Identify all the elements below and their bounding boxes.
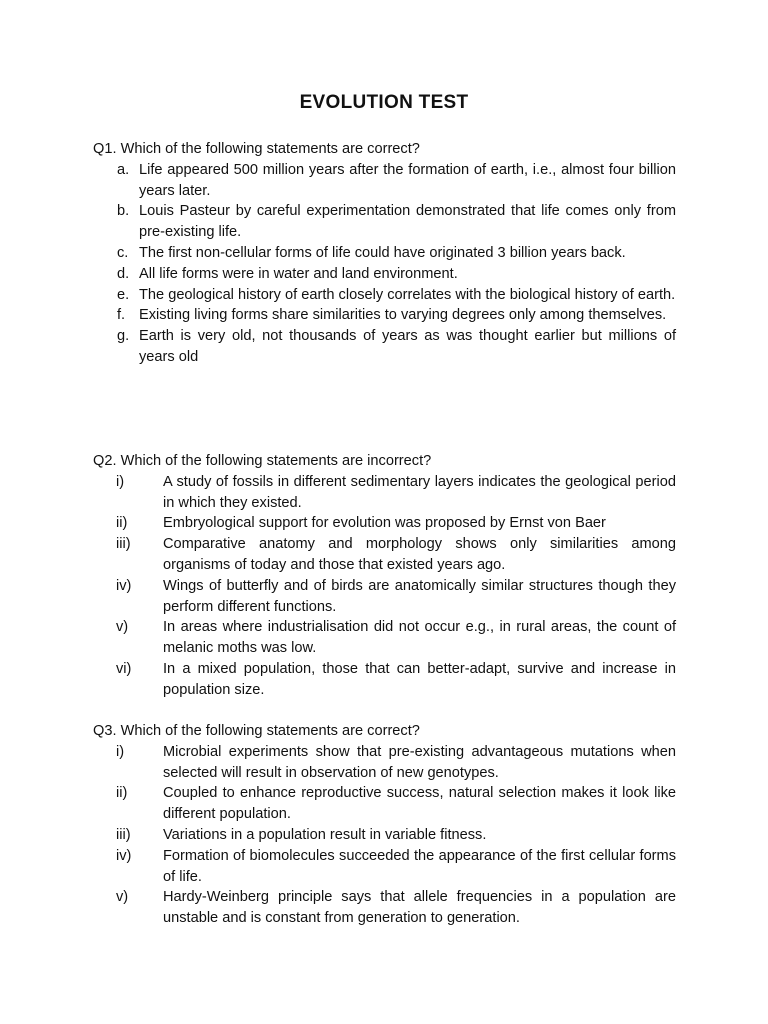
question-2 xyxy=(93,451,676,701)
item-text: Wings of butterfly and of birds are anatomically similar structures though they perform different functions. xyxy=(163,577,676,615)
item-marker: ii) xyxy=(116,785,128,802)
item-text: Microbial experiments show that pre-existing advantageous mutations when selected will result in observation of new genotypes. xyxy=(163,743,676,781)
item-text: Life appeared 500 million years after the formation of earth, i.e., almost four billion years later. xyxy=(139,161,676,199)
question-1 xyxy=(93,139,676,368)
item-marker: iv) xyxy=(116,577,132,594)
list-item xyxy=(93,160,676,202)
item-text: Variations in a population result in variable fitness. xyxy=(163,826,487,843)
item-marker: i) xyxy=(116,743,125,760)
item-text: In areas where industrialisation did not occur e.g., in rural areas, the count of melanic moths was low. xyxy=(163,619,676,657)
item-marker: a. xyxy=(117,161,130,178)
item-text: Embryological support for evolution was proposed by Ernst von Baer xyxy=(163,515,606,532)
list-item xyxy=(93,472,676,514)
list-item xyxy=(93,576,676,618)
page-title: EVOLUTION TEST xyxy=(299,92,469,113)
item-text: Comparative anatomy and morphology shows only similarities among organisms of today and those that existed years ago. xyxy=(163,536,676,573)
list-item xyxy=(93,513,676,534)
question-1-prompt: Q1. Which of the following statements are correct? xyxy=(93,141,420,157)
list-item xyxy=(93,887,676,929)
item-text: The first non-cellular forms of life could have originated 3 billion years back. xyxy=(139,244,626,261)
list-item xyxy=(93,243,676,264)
question-2-options xyxy=(93,472,676,701)
item-marker: v) xyxy=(116,889,129,906)
item-text: Coupled to enhance reproductive success, natural selection makes it look like different population. xyxy=(163,785,676,823)
question-2-prompt: Q2. Which of the following statements are incorrect? xyxy=(93,453,432,469)
item-text: Louis Pasteur by careful experimentation demonstrated that life comes only from pre-existing life. xyxy=(139,203,676,241)
item-marker: c. xyxy=(117,244,129,261)
item-text: Earth is very old, not thousands of years as was thought earlier but millions of years old xyxy=(139,328,676,365)
list-item xyxy=(93,534,676,576)
item-text: Existing living forms share similarities to varying degrees only among themselves. xyxy=(139,307,667,324)
item-marker: e. xyxy=(117,286,130,303)
item-marker: iii) xyxy=(116,826,131,843)
item-marker: iii) xyxy=(116,536,131,553)
item-marker: v) xyxy=(116,619,129,636)
item-text: A study of fossils in different sedimentary layers indicates the geological period in which they existed. xyxy=(163,473,676,511)
list-item xyxy=(93,783,676,825)
list-item xyxy=(93,264,676,285)
item-marker: iv) xyxy=(116,847,132,864)
item-text: In a mixed population, those that can better-adapt, survive and increase in population size. xyxy=(163,660,676,698)
item-marker: i) xyxy=(116,473,125,490)
item-marker: d. xyxy=(117,265,130,282)
item-text: All life forms were in water and land environment. xyxy=(139,265,458,282)
list-item xyxy=(93,285,676,306)
list-item xyxy=(93,659,676,701)
list-item xyxy=(93,201,676,243)
item-marker: g. xyxy=(117,328,130,345)
list-item xyxy=(93,617,676,659)
list-item xyxy=(93,305,676,326)
question-1-options xyxy=(93,160,676,368)
item-marker: b. xyxy=(117,203,130,220)
question-3 xyxy=(93,721,676,929)
question-3-options xyxy=(93,742,676,929)
item-marker: ii) xyxy=(116,515,128,532)
item-marker: vi) xyxy=(116,660,132,677)
item-marker: f. xyxy=(117,307,126,324)
item-text: Formation of biomolecules succeeded the appearance of the first cellular forms of life. xyxy=(163,847,676,885)
question-3-prompt: Q3. Which of the following statements are correct? xyxy=(93,723,420,739)
list-item xyxy=(93,846,676,888)
list-item xyxy=(93,326,676,368)
list-item xyxy=(93,742,676,784)
item-text: The geological history of earth closely correlates with the biological history of earth. xyxy=(139,286,676,303)
item-text: Hardy-Weinberg principle says that allele frequencies in a population are unstable and is constant from generation to generation. xyxy=(163,889,676,927)
list-item xyxy=(93,825,676,846)
